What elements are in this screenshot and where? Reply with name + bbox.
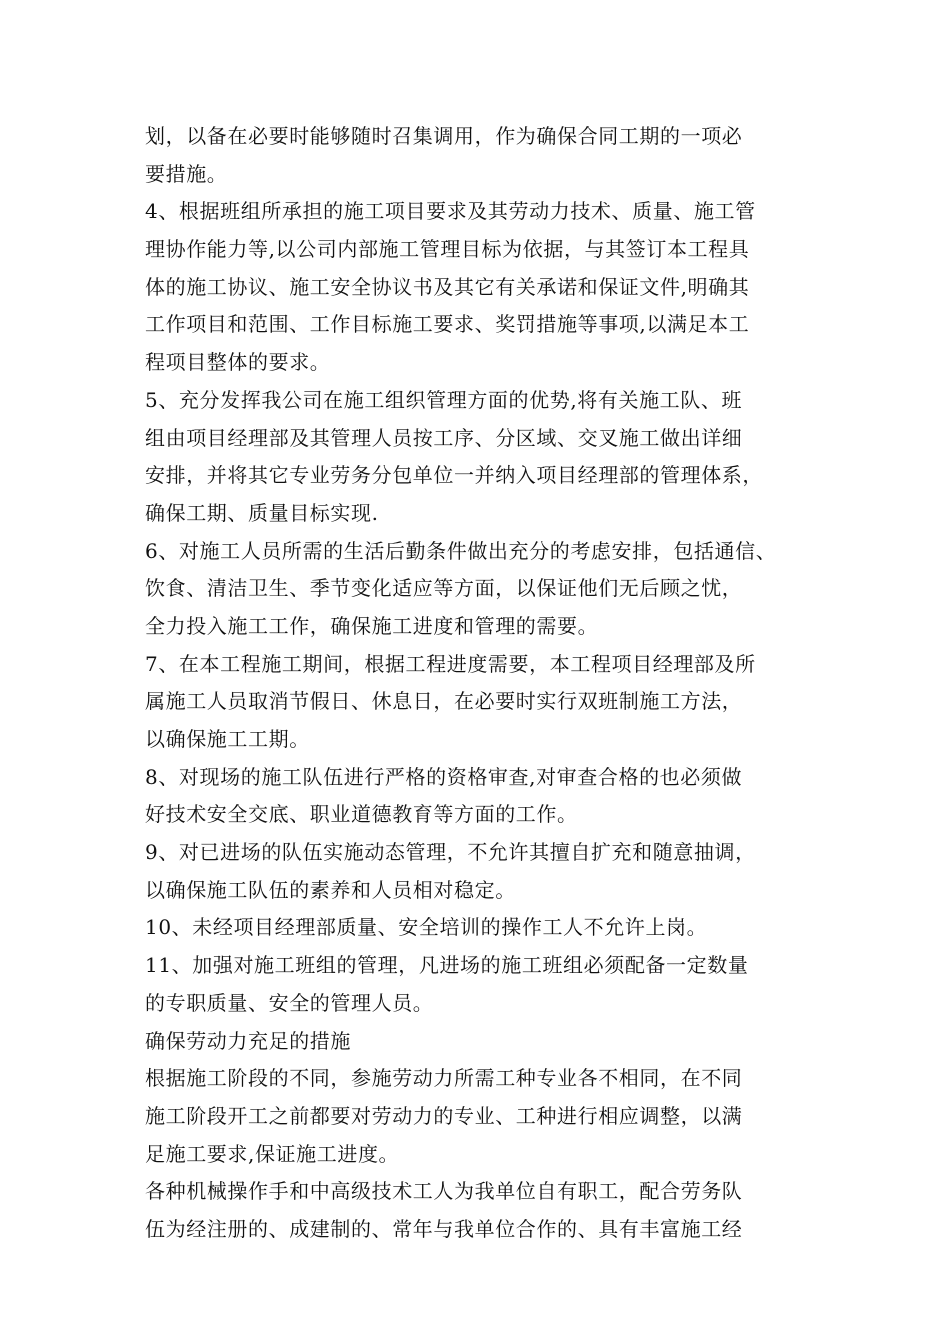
text-line: 组由项目经理部及其管理人员按工序、分区域、交叉施工做出详细 — [145, 425, 743, 450]
text-line: 确保工期、质量目标实现. — [145, 500, 379, 525]
text-line: 8、对现场的施工队伍进行严格的资格审查,对审查合格的也必须做 — [145, 764, 743, 789]
text-line: 好技术安全交底、职业道德教育等方面的工作。 — [145, 802, 578, 827]
text-line: 7、在本工程施工期间，根据工程进度需要，本工程项目经理部及所 — [145, 651, 756, 676]
text-line: 施工阶段开工之前都要对劳动力的专业、工种进行相应调整，以满 — [145, 1103, 743, 1128]
text-line: 理协作能力等,以公司内部施工管理目标为依据，与其签订本工程具 — [145, 237, 750, 262]
text-line: 足施工要求,保证施工进度。 — [145, 1141, 400, 1166]
text-line: 11、加强对施工班组的管理，凡进场的施工班组必须配备一定数量 — [145, 953, 749, 978]
text-line: 5、充分发挥我公司在施工组织管理方面的优势,将有关施工队、班 — [145, 387, 743, 412]
text-line: 体的施工协议、施工安全协议书及其它有关承诺和保证文件,明确其 — [145, 274, 750, 299]
text-line: 伍为经注册的、成建制的、常年与我单位合作的、具有丰富施工经 — [145, 1216, 743, 1241]
text-line: 全力投入施工工作，确保施工进度和管理的需要。 — [145, 613, 599, 638]
text-line: 以确保施工队伍的素养和人员相对稳定。 — [145, 877, 516, 902]
text-line: 的专职质量、安全的管理人员。 — [145, 990, 434, 1015]
text-line: 6、对施工人员所需的生活后勤条件做出充分的考虑安排，包括通信、 — [145, 538, 777, 563]
text-line: 属施工人员取消节假日、休息日，在必要时实行双班制施工方法， — [145, 689, 743, 714]
text-line: 要措施。 — [145, 161, 228, 186]
text-line: 4、根据班组所承担的施工项目要求及其劳动力技术、质量、施工管 — [145, 199, 756, 224]
text-line: 10、未经项目经理部质量、安全培训的操作工人不允许上岗。 — [145, 915, 708, 940]
text-line: 9、对已进场的队伍实施动态管理，不允许其擅自扩充和随意抽调， — [145, 840, 756, 865]
text-line: 安排，并将其它专业劳务分包单位一并纳入项目经理部的管理体系， — [145, 463, 763, 488]
document-body — [145, 118, 825, 1249]
text-line: 各种机械操作手和中高级技术工人为我单位自有职工，配合劳务队 — [145, 1179, 743, 1204]
text-line: 划，以备在必要时能够随时召集调用，作为确保合同工期的一项必 — [145, 124, 743, 148]
text-line: 以确保施工工期。 — [145, 727, 310, 751]
text-line: 根据施工阶段的不同，参施劳动力所需工种专业各不相同，在不同 — [145, 1066, 743, 1091]
text-line: 工作项目和范围、工作目标施工要求、奖罚措施等事项,以满足本工 — [145, 312, 750, 337]
section-heading: 确保劳动力充足的措施 — [145, 1028, 351, 1053]
text-line: 程项目整体的要求。 — [145, 350, 331, 375]
text-line: 饮食、清洁卫生、季节变化适应等方面，以保证他们无后顾之忧， — [145, 576, 743, 601]
